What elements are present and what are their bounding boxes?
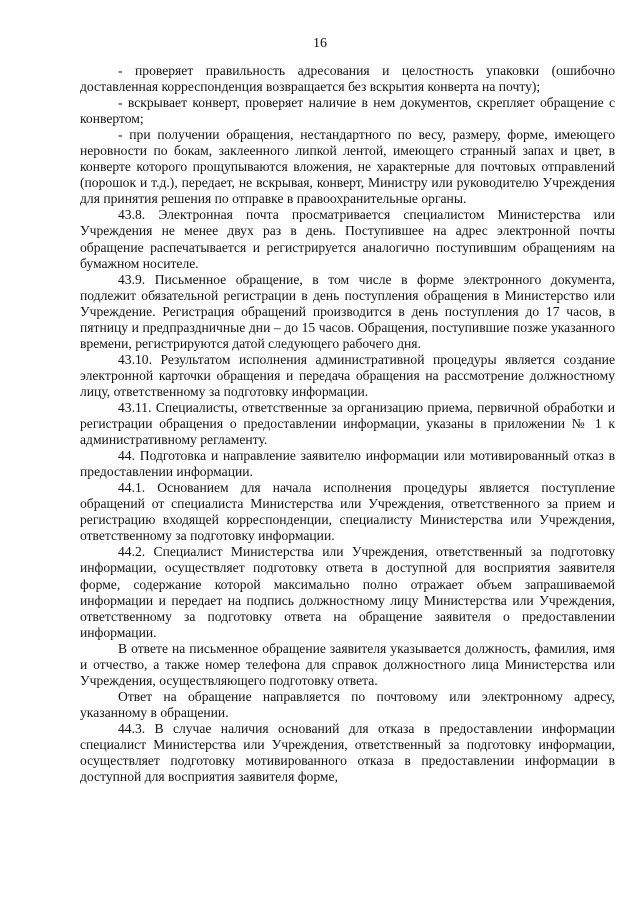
paragraph-43-9: 43.9. Письменное обращение, в том числе в форме электронного документа, подлежит обязательной регистрации в день поступления обращения в Министерство или Учреждение. Регистрация обращений производится в день поступления до 17 часов, в пятницу и предпраздничные дни – до 15 часов. Обращения, поступившие позже указанного времени, регистрируются датой следующего рабочего дня. <box>80 271 615 351</box>
paragraph-44-2: 44.2. Специалист Министерства или Учреждения, ответственный за подготовку информации, осуществляет подготовку ответа в доступной для восприятия заявителя форме, содержание которой максимально полно отражает объем запрашиваемой информации и передает на подпись должностному лицу Министерства или Учреждения, ответственному за подготовку ответа на обращение заявителя о предоставлении информации. <box>80 544 615 640</box>
paragraph-43-10: 43.10. Результатом исполнения административной процедуры является создание электронной карточки обращения и передача обращения на рассмотрение должностному лицу, ответственному за подготовку информации. <box>80 351 615 399</box>
paragraph-answer-contents: В ответе на письменное обращение заявителя указывается должность, фамилия, имя и отчество, а также номер телефона для справок должностного лица Министерства или Учреждения, осуществляющего подготовку ответа. <box>80 640 615 688</box>
paragraph-43-11: 43.11. Специалисты, ответственные за организацию приема, первичной обработки и регистрации обращения о предоставлении информации, указаны в приложении № 1 к административному регламенту. <box>80 399 615 448</box>
paragraph-open-envelope: - вскрывает конверт, проверяет наличие в нем документов, скрепляет обращение с конвертом; <box>80 95 615 127</box>
paragraph-43-8: 43.8. Электронная почта просматривается специалистом Министерства или Учреждения не менее двух раз в день. Поступившее на адрес электронной почты обращение распечатывается и регистрируется аналогично поступившим обращениям на бумажном носителе. <box>80 207 615 271</box>
paragraph-44-3: 44.3. В случае наличия оснований для отказа в предоставлении информации специалист Министерства или Учреждения, ответственный за подготовку информации, осуществляет подготовку мотивированного отказа в предоставлении информации в доступной для восприятия заявителя форме, <box>80 720 615 785</box>
paragraph-44: 44. Подготовка и направление заявителю информации или мотивированный отказ в предоставлении информации. <box>80 448 615 480</box>
page-number: 16 <box>313 36 327 51</box>
paragraph-answer-delivery: Ответ на обращение направляется по почтовому или электронному адресу, указанному в обращении. <box>80 688 615 720</box>
document-body <box>80 63 615 785</box>
paragraph-44-1: 44.1. Основанием для начала исполнения процедуры является поступление обращений от специалиста Министерства или Учреждения, ответственного за прием и регистрацию входящей корреспонденции, специалисту Министерства или Учреждения, ответственному за подготовку информации. <box>80 480 615 544</box>
paragraph-check-addressing: - проверяет правильность адресования и целостность упаковки (ошибочно доставленная корреспонденция возвращается без вскрытия конверта на почту); <box>80 63 615 95</box>
paragraph-suspicious-mail: - при получении обращения, нестандартного по весу, размеру, форме, имеющего неровности по бокам, заклеенного липкой лентой, имеющего странный запах и цвет, в конверте которого прощупываются вложения, не характерные для почтовых отправлений (порошок и т.д.), передает, не вскрывая, конверт, Министру или руководителю Учреждения для принятия решения по отправке в правоохранительные органы. <box>80 127 615 207</box>
